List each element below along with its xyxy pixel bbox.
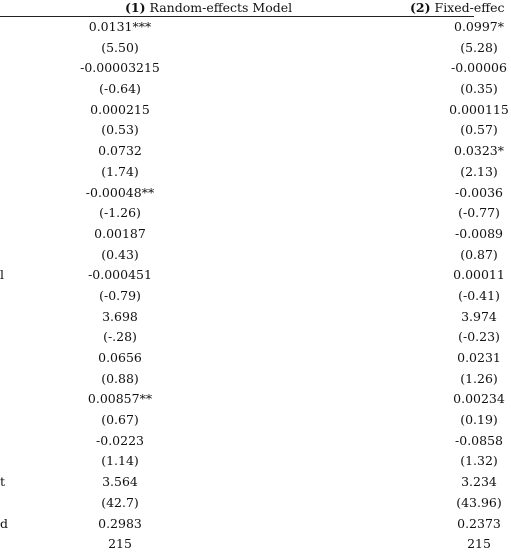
cell-fixed-effects: (-0.41) [458,287,500,303]
table-row [0,348,501,369]
cell-random-effects: -0.000451 [88,267,152,283]
table-row [0,472,497,493]
cell-random-effects: (-1.26) [99,205,141,221]
cell-fixed-effects: -0.0858 [455,432,503,448]
cell-fixed-effects: (2.13) [460,163,498,179]
cell-random-effects: (0.43) [101,246,139,262]
table-row [0,493,502,514]
cell-fixed-effects: 0.0323* [454,143,504,159]
cell-fixed-effects: 215 [467,536,491,552]
cell-fixed-effects: 0.00234 [453,391,505,407]
table-row [0,162,498,183]
cell-fixed-effects: 0.000115 [449,101,509,117]
table-row [0,17,504,38]
cell-fixed-effects: (-0.77) [458,205,500,221]
cell-random-effects: 0.0732 [98,143,142,159]
cell-fixed-effects: (43.96) [456,494,502,510]
cell-random-effects: 0.0131*** [88,19,152,34]
cell-random-effects: (0.67) [101,412,139,428]
cell-fixed-effects: 0.0997* [454,19,504,34]
row-label: d [0,515,9,531]
table-row [0,38,498,59]
table-row [0,79,498,100]
cell-fixed-effects: 0.00011 [453,267,505,283]
cell-random-effects: 3.698 [102,308,138,324]
column-number: (1) [125,0,146,15]
cell-fixed-effects: 3.974 [461,308,497,324]
cell-fixed-effects: -0.0089 [455,225,503,241]
cell-fixed-effects: (-0.23) [458,329,500,345]
cell-random-effects: -0.0223 [96,432,144,448]
cell-fixed-effects: -0.00006 [451,60,507,76]
cell-fixed-effects: (5.28) [460,39,498,55]
table-row [0,327,500,348]
row-label: l [0,267,4,283]
table-row [0,307,497,328]
cell-random-effects: (-0.79) [99,287,141,303]
row-label: t [0,474,6,490]
cell-fixed-effects: (1.32) [460,453,498,469]
table-row [0,100,509,121]
cell-random-effects: 215 [108,536,132,552]
column-label: Random-effects Model [149,0,293,15]
cell-random-effects: (1.14) [101,453,139,469]
table-row [0,120,498,141]
table-row [0,265,505,286]
table-row [0,224,503,245]
table-row [0,141,504,162]
table-row [0,451,498,472]
cell-random-effects: (-0.64) [99,81,141,97]
cell-fixed-effects: (0.87) [460,246,498,262]
cell-fixed-effects: 3.234 [461,474,497,490]
cell-random-effects: -0.00048** [85,184,155,200]
cell-random-effects: 0.2983 [98,515,142,531]
cell-random-effects: (0.53) [101,122,139,138]
cell-fixed-effects: (1.26) [460,370,498,386]
cell-fixed-effects: (0.57) [460,122,498,138]
cell-random-effects: (5.50) [101,39,139,55]
cell-random-effects: (0.88) [101,370,139,386]
column-label: Fixed-effec [434,0,505,15]
column-header-random-effects [125,0,292,15]
cell-random-effects: -0.00003215 [80,60,160,76]
cell-random-effects: 0.0656 [98,350,142,365]
cell-random-effects: 0.000215 [90,101,150,117]
table-row [0,183,503,204]
table-row [0,245,498,266]
cell-fixed-effects: -0.0036 [455,184,503,200]
table-row [0,286,500,307]
table-row [0,410,498,431]
cell-fixed-effects: 0.0231 [457,350,501,365]
cell-random-effects: 0.00187 [94,225,146,241]
table-row [0,369,498,390]
cell-fixed-effects: 0.2373 [457,515,501,531]
cell-random-effects: (-.28) [103,329,137,345]
table-row [0,514,501,535]
cell-fixed-effects: (0.19) [460,412,498,428]
column-number: (2) [410,0,431,15]
cell-random-effects: (42.7) [101,494,139,510]
cell-random-effects: 0.00857** [87,391,153,407]
table-row [0,389,505,410]
cell-fixed-effects: (0.35) [460,81,498,97]
cell-random-effects: (1.74) [101,163,139,179]
table-row [0,534,491,555]
table-body [0,17,509,555]
table-row [0,203,500,224]
table-row [0,431,503,452]
cell-random-effects: 3.564 [102,474,138,490]
column-header-fixed-effects [410,0,505,15]
table-row [0,58,507,79]
